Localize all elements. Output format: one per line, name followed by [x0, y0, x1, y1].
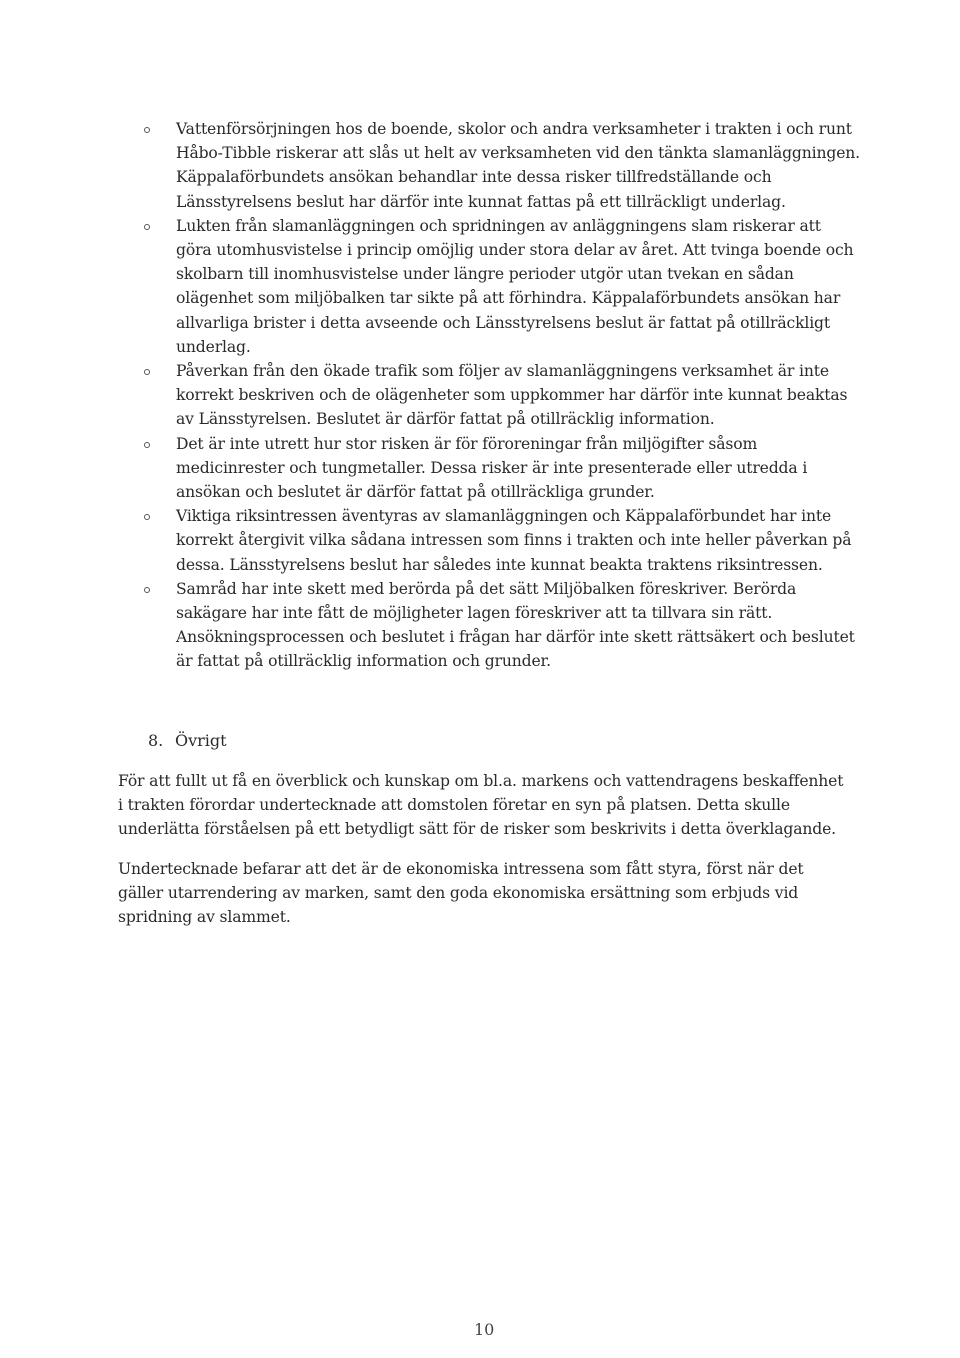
bullet-text: Vattenförsörjningen hos de boende, skolor och andra verksamheter i trakten i och runt Håbo-Tibble riskerar att slås ut helt av verksamheten vid den tänkta slamanläggningen. Käppalaförbundets ansökan behandlar inte dessa risker tillfredställande och Länsstyrelsens beslut har därför inte kunnat fattas på ett tillräckligt underlag. [176, 120, 860, 211]
bullet-text: Påverkan från den ökade trafik som följer av slamanläggningens verksamhet är inte korrekt beskriven och de olägenheter som uppkommer har därför inte kunnat beaktas av Länsstyrelsen. Beslutet är därför fattat på otillräcklig information. [176, 362, 848, 429]
bullet-item-traffic [140, 359, 860, 432]
bullet-item-pollution [140, 432, 860, 505]
paragraph-site-visit: För att fullt ut få en överblick och kunskap om bl.a. markens och vattendragens beskaffenhet i trakten förordar undertecknade att domstolen företar en syn på platsen. Detta skulle underlätta förståelsen på ett betydligt sätt för de risker som beskrivits i detta överklagande. [118, 772, 844, 839]
bullet-circle-icon [144, 442, 150, 448]
paragraph-economic-interests: Undertecknade befarar att det är de ekonomiska intressena som fått styra, först när det gäller utarrendering av marken, samt den goda ekonomiska ersättning som erbjuds vid spridning av slammet. [118, 860, 804, 927]
page-number: 10 [474, 1320, 495, 1339]
section-title: Övrigt [175, 731, 227, 750]
bullet-text: Samråd har inte skett med berörda på det sätt Miljöbalken föreskriver. Berörda sakägare har inte fått de möjligheter lagen föreskriver att ta tillvara sin rätt. Ansökningsprocessen och beslutet i frågan har därför inte skett rättsäkert och beslutet är fattat på otillräcklig information och grunder. [176, 579, 855, 671]
bullet-circle-icon [144, 587, 150, 593]
bullet-text: Viktiga riksintressen äventyras av slamanläggningen och Käppalaförbundet har inte korrekt återgivit vilka sådana intressen som finns i trakten och inte heller påverkan på dessa. Länsstyrelsens beslut har således inte kunnat beakta traktens riksintressen. [176, 507, 852, 574]
bullet-text: Det är inte utrett hur stor risken är för föroreningar från miljögifter såsom medicinrester och tungmetaller. Dessa risker är inte presenterade eller utredda i ansökan och beslutet är därför fattat på otillräckliga grunder. [176, 434, 808, 502]
bullet-circle-icon [144, 369, 150, 375]
section-heading [148, 729, 227, 753]
bullet-text: Lukten från slamanläggningen och spridningen av anläggningens slam riskerar att göra utomhusvistelse i princip omöjlig under stora delar av året. Att tvinga boende och skolbarn till inomhusvistelse under längre perioder utgör utan tvekan en sådan olägenhet som miljöbalken tar sikte på att förhindra. Käppalaförbundets ansökan har allvarliga brister i detta avseende och Länsstyrelsens beslut är fattat på otillräckligt underlag. [176, 216, 854, 356]
bullet-circle-icon [144, 514, 150, 520]
bullet-item-water-supply [140, 117, 860, 214]
bullet-list [140, 117, 860, 674]
bullet-circle-icon [144, 224, 150, 230]
bullet-item-national-interests [140, 504, 860, 577]
bullet-item-consultation [140, 577, 860, 674]
section-number: 8. [148, 731, 164, 750]
bullet-item-odor [140, 214, 860, 359]
bullet-circle-icon [144, 127, 150, 133]
